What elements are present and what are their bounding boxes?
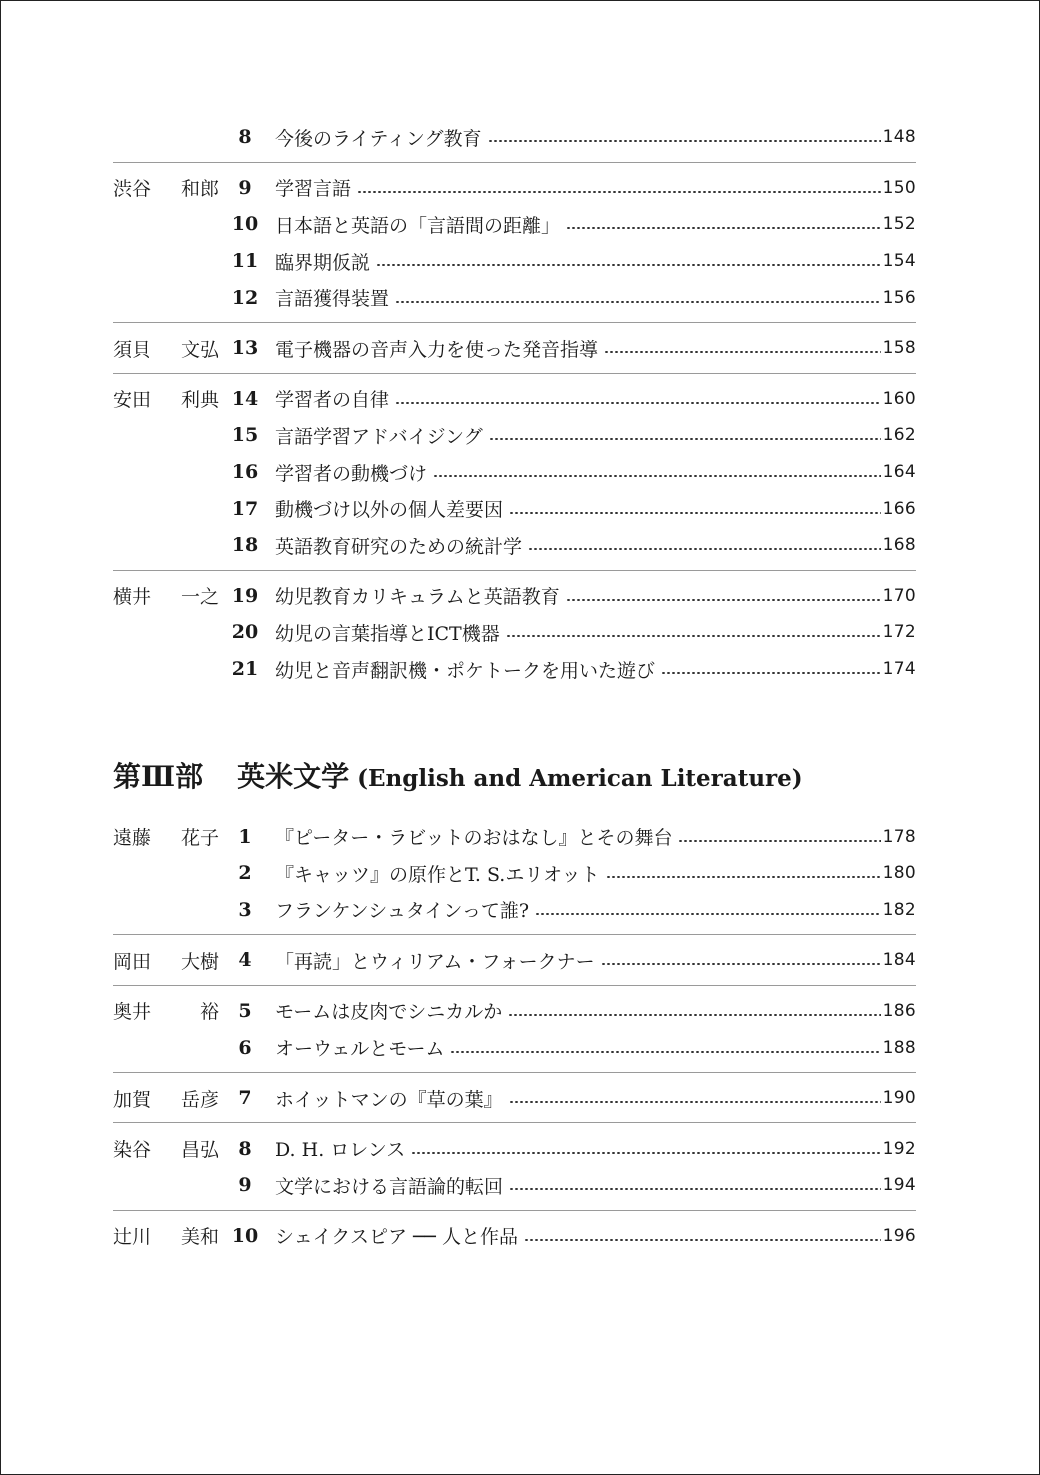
entry-number: 10	[231, 213, 259, 236]
page-number: 156	[882, 287, 916, 308]
toc-entry	[113, 330, 916, 367]
part3-heading	[113, 755, 916, 795]
toc-entry	[113, 381, 916, 418]
dot-leader	[395, 402, 881, 404]
page-number: 178	[882, 826, 916, 847]
toc-entry	[113, 170, 916, 207]
page-number: 172	[882, 622, 916, 643]
author-given: 和郎	[180, 178, 219, 201]
toc-entry	[113, 119, 916, 156]
dot-leader	[450, 1051, 880, 1053]
entry-title: 動機づけ以外の個人差要因	[275, 499, 504, 522]
toc-entry	[113, 942, 916, 979]
part3-label: 第Ⅲ部	[113, 760, 204, 794]
dot-leader	[508, 1014, 880, 1016]
entry-title: 日本語と英語の「言語間の距離」	[275, 214, 561, 237]
entry-title: 英語教育研究のための統計学	[275, 535, 523, 558]
page-number: 190	[882, 1088, 916, 1109]
toc-entry	[113, 1218, 916, 1255]
author-name	[113, 335, 225, 362]
entry-number: 14	[231, 387, 259, 410]
toc-group	[113, 935, 916, 986]
page-number: 196	[882, 1225, 916, 1246]
author-given: 花子	[180, 827, 219, 850]
entry-number: 16	[231, 461, 259, 484]
entry-number: 9	[238, 1174, 252, 1197]
dot-leader	[606, 876, 881, 878]
page-number: 160	[882, 388, 916, 409]
entry-title: フランケンシュタインって誰?	[275, 900, 530, 923]
entry-number: 20	[231, 621, 259, 644]
entry-title: モームは皮肉でシニカルか	[275, 1001, 503, 1024]
dot-leader	[376, 264, 881, 266]
author-surname: 須貝	[113, 338, 152, 361]
dot-leader	[509, 1188, 881, 1190]
toc-entry	[113, 578, 916, 615]
dot-leader	[601, 963, 881, 965]
page-number: 174	[882, 659, 916, 680]
toc-entry	[113, 818, 916, 855]
page-number: 186	[882, 1000, 916, 1021]
dot-leader	[411, 1152, 880, 1154]
toc-entry	[113, 1130, 916, 1167]
toc-group	[113, 1123, 916, 1210]
dot-leader	[433, 475, 881, 477]
dot-leader	[395, 301, 881, 303]
toc-entry	[113, 892, 916, 929]
toc-entry	[113, 651, 916, 688]
dot-leader	[678, 840, 880, 842]
page-number: 192	[882, 1138, 916, 1159]
entry-number: 18	[231, 534, 259, 557]
dot-leader	[604, 351, 881, 353]
entry-number: 21	[231, 658, 259, 681]
entry-number: 17	[231, 497, 259, 520]
toc-entry	[113, 279, 916, 316]
toc-group	[113, 811, 916, 935]
entry-title: 幼児の言葉指導とICT機器	[275, 622, 500, 645]
entry-number: 10	[231, 1224, 259, 1247]
author-surname: 染谷	[113, 1139, 152, 1162]
author-name	[113, 385, 225, 412]
entry-number: 1	[238, 825, 252, 848]
author-surname: 渋谷	[113, 178, 152, 201]
toc-group	[113, 323, 916, 374]
page-number: 166	[882, 498, 916, 519]
dot-leader	[489, 438, 881, 440]
toc-entry	[113, 527, 916, 564]
author-name	[113, 997, 225, 1024]
page-number: 150	[882, 177, 916, 198]
toc-entry	[113, 454, 916, 491]
author-given: 昌弘	[180, 1139, 219, 1162]
dot-leader	[566, 227, 881, 229]
toc-entry	[113, 417, 916, 454]
entry-title: 『ピーター・ラビットのおはなし』とその舞台	[275, 827, 673, 850]
toc-content	[113, 119, 916, 1260]
entry-title: 言語学習アドバイジング	[275, 425, 483, 448]
toc-entry	[113, 1080, 916, 1117]
entry-title: 今後のライティング教育	[275, 127, 482, 150]
entry-number: 15	[231, 424, 259, 447]
toc-group	[113, 1073, 916, 1124]
page-number: 148	[882, 127, 916, 148]
dot-leader	[509, 1101, 881, 1103]
author-given: 裕	[199, 1001, 219, 1024]
page-number: 184	[882, 950, 916, 971]
author-surname: 奥井	[113, 1001, 152, 1024]
entry-title: シェイクスピア ── 人と作品	[275, 1226, 519, 1249]
entry-title: 学習言語	[275, 178, 352, 201]
page-number: 180	[882, 863, 916, 884]
entry-number: 4	[238, 949, 252, 972]
author-given: 美和	[180, 1226, 219, 1249]
dot-leader	[566, 599, 881, 601]
dot-leader	[661, 672, 881, 674]
entry-number: 11	[231, 250, 259, 273]
entry-title: 学習者の自律	[275, 389, 390, 412]
author-surname: 遠藤	[113, 827, 152, 850]
author-name	[113, 1085, 225, 1112]
entry-number: 2	[238, 862, 252, 885]
entry-number: 19	[231, 584, 259, 607]
dot-leader	[524, 1239, 881, 1241]
dot-leader	[528, 548, 881, 550]
toc-group	[113, 571, 916, 694]
entry-number: 8	[238, 1137, 252, 1160]
page-number: 194	[882, 1175, 916, 1196]
page-number: 152	[882, 214, 916, 235]
page-number: 154	[882, 251, 916, 272]
toc-group	[113, 1211, 916, 1261]
author-name	[113, 947, 225, 974]
part3-list	[113, 811, 916, 1260]
toc-group	[113, 119, 916, 163]
entry-number: 3	[238, 898, 252, 921]
entry-title: D. H. ロレンス	[275, 1139, 406, 1162]
entry-title: 電子機器の音声入力を使った発音指導	[275, 338, 599, 361]
dot-leader	[488, 140, 881, 142]
toc-entry	[113, 855, 916, 892]
author-given: 文弘	[180, 338, 219, 361]
entry-title: オーウェルとモーム	[275, 1038, 445, 1061]
author-surname: 岡田	[113, 950, 152, 973]
toc-entry	[113, 243, 916, 280]
page-number: 162	[882, 425, 916, 446]
author-given: 利典	[180, 389, 219, 412]
entry-number: 5	[238, 999, 252, 1022]
part2-list	[113, 119, 916, 693]
part3-title-ja: 英米文学	[237, 760, 350, 794]
toc-entry	[113, 206, 916, 243]
dot-leader	[357, 191, 881, 193]
author-given: 一之	[180, 586, 219, 609]
part3-title-en: (English and American Literature)	[357, 765, 803, 793]
entry-title: 文学における言語論的転回	[275, 1175, 504, 1198]
toc-entry	[113, 490, 916, 527]
entry-title: ホイットマンの『草の葉』	[275, 1088, 503, 1111]
toc-entry	[113, 1029, 916, 1066]
entry-number: 13	[231, 337, 259, 360]
entry-title: 言語獲得装置	[275, 288, 390, 311]
dot-leader	[535, 913, 881, 915]
author-given: 岳彦	[180, 1088, 219, 1111]
toc-group	[113, 986, 916, 1073]
author-surname: 加賀	[113, 1088, 152, 1111]
toc-entry	[113, 1167, 916, 1204]
entry-title: 『キャッツ』の原作とT. S.エリオット	[275, 863, 600, 886]
entry-number: 7	[238, 1087, 252, 1110]
author-surname: 横井	[113, 586, 152, 609]
toc-group	[113, 374, 916, 571]
entry-title: 「再読」とウィリアム・フォークナー	[275, 950, 595, 973]
author-name	[113, 582, 225, 609]
page-number: 170	[882, 585, 916, 606]
entry-number: 12	[231, 286, 259, 309]
page-number: 188	[882, 1037, 916, 1058]
page-number: 164	[882, 462, 916, 483]
entry-number: 6	[238, 1036, 252, 1059]
author-surname: 辻川	[113, 1226, 152, 1249]
page-number: 168	[882, 535, 916, 556]
dot-leader	[506, 635, 881, 637]
author-surname: 安田	[113, 389, 152, 412]
page-number: 158	[882, 338, 916, 359]
toc-entry	[113, 993, 916, 1030]
entry-number: 8	[238, 126, 252, 149]
author-name	[113, 174, 225, 201]
entry-title: 臨界期仮説	[275, 251, 371, 274]
dot-leader	[509, 512, 881, 514]
author-name	[113, 1135, 225, 1162]
entry-title: 学習者の動機づけ	[275, 462, 428, 485]
author-name	[113, 1222, 225, 1249]
entry-title: 幼児教育カリキュラムと英語教育	[275, 586, 560, 609]
toc-group	[113, 163, 916, 323]
entry-title: 幼児と音声翻訳機・ポケトークを用いた遊び	[275, 659, 656, 682]
entry-number: 9	[238, 176, 252, 199]
toc-entry	[113, 614, 916, 651]
author-name	[113, 823, 225, 850]
page-number: 182	[882, 899, 916, 920]
author-given: 大樹	[180, 950, 219, 973]
